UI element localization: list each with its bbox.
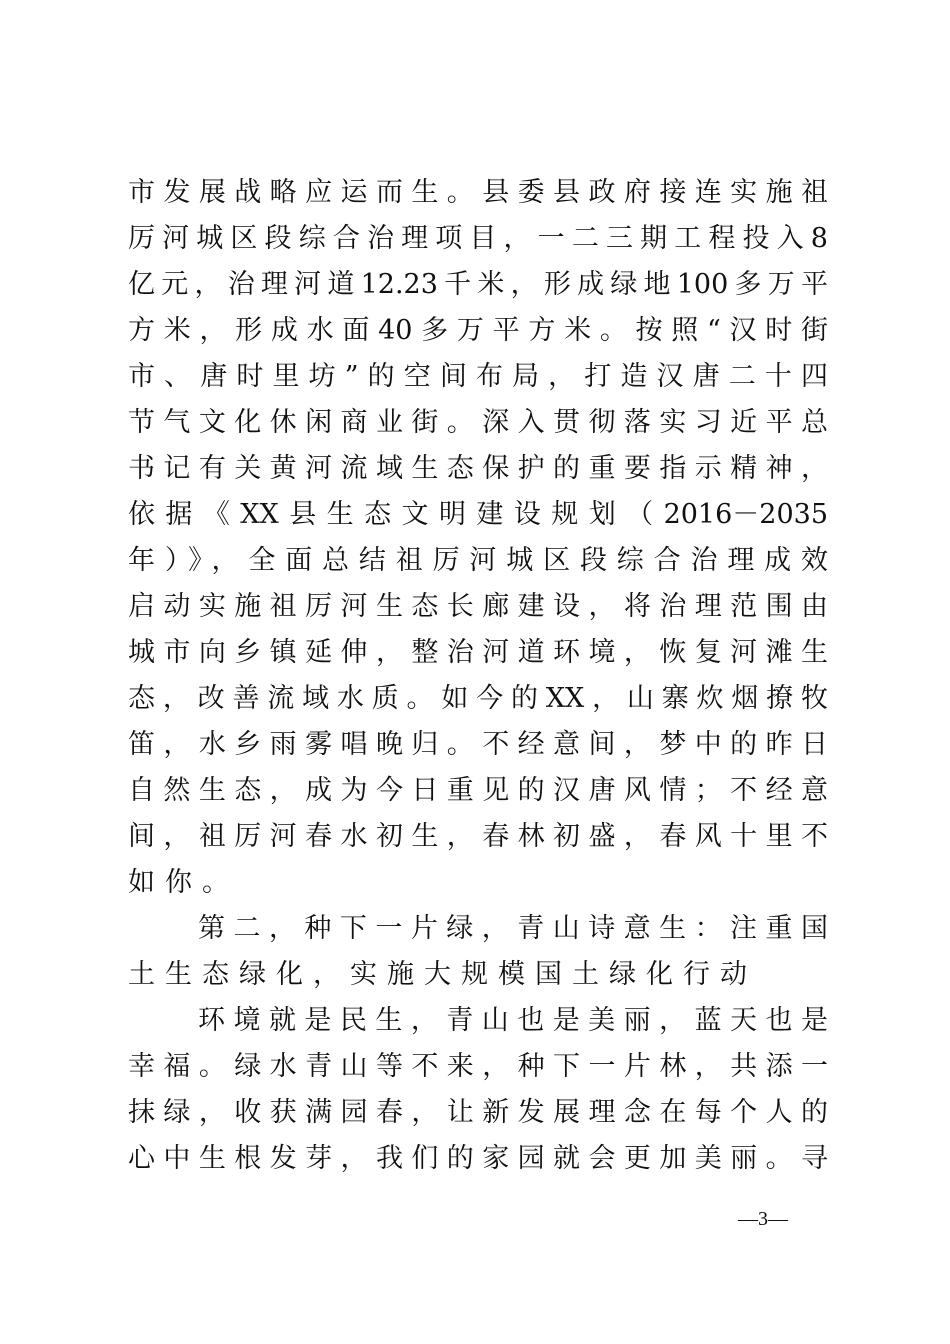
text-line: 间，祖厉河春水初生，春林初盛，春风十里不: [128, 821, 828, 852]
text-line: 亿元，治理河道12.23千米，形成绿地100多万平: [128, 269, 828, 300]
body-text: [128, 170, 828, 1182]
text-line: 如你。: [128, 867, 239, 898]
text-line: 幸福。绿水青山等不来，种下一片林，共添一: [128, 1051, 828, 1082]
text-line: 笛，水乡雨雾唱晚归。不经意间，梦中的昨日: [128, 729, 828, 760]
text-line: 态，改善流域水质。如今的XX，山寨炊烟撩牧: [128, 683, 828, 714]
text-line: 城市向乡镇延伸，整治河道环境，恢复河滩生: [128, 637, 828, 668]
text-line: 启动实施祖厉河生态长廊建设，将治理范围由: [128, 591, 828, 622]
page-number: —3—: [738, 1208, 788, 1230]
text-line: 书记有关黄河流域生态保护的重要指示精神，: [128, 453, 828, 484]
text-line: 市发展战略应运而生。县委县政府接连实施祖: [128, 177, 828, 208]
text-line: 心中生根发芽，我们的家园就会更加美丽。寻: [128, 1143, 828, 1174]
text-line: 厉河城区段综合治理项目，一二三期工程投入8: [128, 223, 828, 254]
text-line: 市、唐时里坊”的空间布局，打造汉唐二十四: [128, 361, 828, 392]
section-heading-line: 第二，种下一片绿，青山诗意生：注重国: [198, 913, 828, 944]
text-line: 依据《XX县生态文明建设规划（2016－2035: [128, 499, 828, 530]
text-line: 自然生态，成为今日重见的汉唐风情；不经意: [128, 775, 828, 806]
section-heading-line: 土生态绿化，实施大规模国土绿化行动: [128, 959, 757, 990]
text-line: 年）》，全面总结祖厉河城区段综合治理成效: [128, 545, 828, 576]
text-line: 抹绿，收获满园春，让新发展理念在每个人的: [128, 1097, 828, 1128]
text-line: 环境就是民生，青山也是美丽，蓝天也是: [198, 1005, 828, 1036]
text-line: 方米，形成水面40多万平方米。按照“汉时街: [128, 315, 828, 346]
text-line: 节气文化休闲商业街。深入贯彻落实习近平总: [128, 407, 828, 438]
